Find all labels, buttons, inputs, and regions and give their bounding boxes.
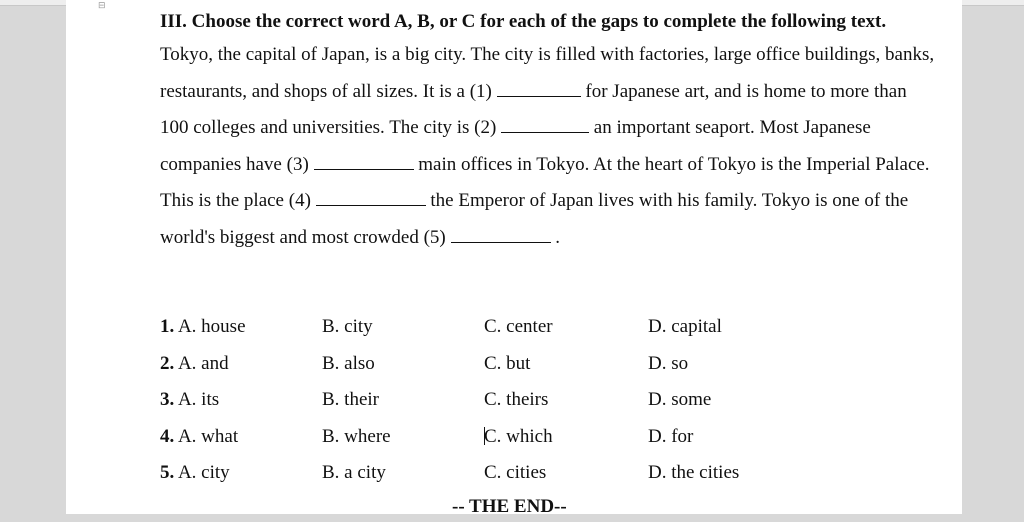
gap-4-label: (4) xyxy=(288,190,311,211)
passage-segment: . xyxy=(550,226,560,248)
option-1a[interactable] xyxy=(160,311,246,343)
option-text: A. its xyxy=(177,389,220,410)
option-4d[interactable]: D. for xyxy=(648,425,694,447)
option-2a[interactable] xyxy=(160,348,229,380)
question-number: 1. xyxy=(160,316,175,337)
question-row-2 xyxy=(160,348,900,385)
option-2c[interactable]: C. but xyxy=(484,352,531,374)
document-body[interactable] xyxy=(160,10,935,256)
option-text: C. which xyxy=(484,425,553,447)
gap-3-blank[interactable] xyxy=(314,154,414,170)
option-4c[interactable] xyxy=(484,421,553,453)
option-3a[interactable] xyxy=(160,384,219,416)
answer-options xyxy=(160,311,900,494)
passage-text xyxy=(160,37,935,256)
option-3c[interactable]: C. theirs xyxy=(484,389,549,410)
option-5a[interactable] xyxy=(160,457,230,489)
option-1c[interactable]: C. center xyxy=(484,316,553,337)
gap-2-label: (2) xyxy=(474,117,497,138)
gap-5-label: (5) xyxy=(423,226,446,248)
option-4b[interactable]: B. where xyxy=(322,425,391,447)
paragraph-anchor-icon: ⊟ xyxy=(98,1,106,11)
passage-segment: an important seaport. Most Japanese companies have xyxy=(160,117,871,175)
passage-segment: Tokyo, the capital of Japan, is a big city. The city is filled with factories, large office buildings, banks, restaurants, and shops of all sizes. It is a xyxy=(160,44,935,102)
option-2d[interactable]: D. so xyxy=(648,352,689,374)
gap-1-blank[interactable] xyxy=(497,81,581,97)
option-5b[interactable]: B. a city xyxy=(322,462,386,483)
question-row-3 xyxy=(160,384,900,421)
the-end-footer: -- THE END-- xyxy=(452,496,567,517)
gap-4-blank[interactable] xyxy=(316,190,426,206)
question-row-1 xyxy=(160,311,900,348)
option-2b[interactable]: B. also xyxy=(322,352,375,374)
gap-3-label: (3) xyxy=(286,153,309,175)
passage-segment: main offices in Tokyo. At the heart of Tokyo is the Imperial Palace. This is the place xyxy=(160,153,930,211)
gap-5-blank[interactable] xyxy=(451,227,551,243)
gap-2-blank[interactable] xyxy=(501,117,589,133)
option-4a[interactable] xyxy=(160,421,238,453)
option-5c[interactable]: C. cities xyxy=(484,462,547,483)
option-text: A. city xyxy=(177,462,230,483)
question-row-4 xyxy=(160,421,900,458)
option-3b[interactable]: B. their xyxy=(322,389,379,410)
option-1b[interactable]: B. city xyxy=(322,316,373,337)
question-number: 4. xyxy=(160,425,175,447)
passage-segment: for Japanese art, and is home to more than 100 colleges and universities. The city is xyxy=(160,80,907,138)
option-text: A. and xyxy=(177,352,229,374)
question-number: 2. xyxy=(160,352,175,374)
option-1d[interactable]: D. capital xyxy=(648,316,722,337)
passage-segment: the Emperor of Japan lives with his family. Tokyo is one of the world's biggest and most crowded xyxy=(160,190,909,248)
option-text: A. house xyxy=(177,316,246,337)
question-number: 3. xyxy=(160,389,175,410)
option-text: A. what xyxy=(177,425,239,447)
exercise-heading: III. Choose the correct word A, B, or C for each of the gaps to complete the following text. xyxy=(160,11,887,32)
question-row-5 xyxy=(160,457,900,494)
option-5d[interactable]: D. the cities xyxy=(648,462,740,483)
gap-1-label: (1) xyxy=(469,80,492,102)
option-3d[interactable]: D. some xyxy=(648,389,712,410)
question-number: 5. xyxy=(160,462,175,483)
